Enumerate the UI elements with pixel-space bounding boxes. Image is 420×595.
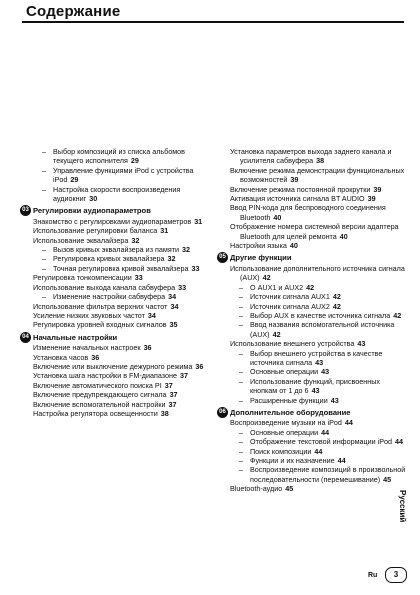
section-number-badge: 03 (20, 205, 31, 216)
toc-entry[interactable]: – Расширенные функции 43 (239, 395, 339, 405)
section-heading-05: 05 Другие функции (230, 253, 406, 262)
toc-entry[interactable]: Воспроизведение музыки на iPod 44 (230, 418, 353, 428)
header-rule (22, 21, 404, 23)
toc-entry[interactable]: – Управление функциями iPod с устройства iPod 29 (42, 165, 194, 185)
toc-entry[interactable]: – Выбор композиций из списка альбомов текущего исполнителя 29 (42, 147, 186, 166)
toc-entry[interactable]: Включение режима постоянной прокрутки 39 (230, 184, 382, 194)
footer-language-code: Ru (368, 572, 378, 579)
toc-entry[interactable]: Включение вспомогательной настройки 37 (33, 399, 177, 409)
toc-entry[interactable]: Использование дополнительного источника сигнала (AUX) 42 (230, 263, 405, 283)
toc-entry[interactable]: – Ввод названия вспомогательной источника (AUX) 42 (239, 320, 395, 339)
toc-entry[interactable]: Установка шага настройки в FM-диапазоне 37 (33, 371, 188, 381)
toc-entry[interactable]: Использование внешнего устройства 43 (230, 339, 366, 349)
toc-entry[interactable]: Активация источника сигнала BT AUDIO 39 (230, 194, 376, 204)
toc-entry[interactable]: – Отображение текстовой информации iPod 44 (239, 437, 404, 447)
toc-entry[interactable]: – Регулировка кривых эквалайзера 32 (42, 254, 176, 264)
toc-entry[interactable]: Настройки языка 40 (230, 241, 298, 251)
toc-entry[interactable]: – Выбор внешнего устройства в качестве источника сигнала 43 (239, 348, 383, 367)
toc-entry[interactable]: – Вызов кривых эквалайзера из памяти 32 (42, 245, 191, 255)
section-heading-03: 03 Регулировки аудиопараметров (33, 206, 209, 215)
toc-entry[interactable]: Регулировка тонкомпенсации 33 (33, 273, 143, 283)
toc-entry[interactable]: Изменение начальных настроек 36 (33, 343, 152, 353)
toc-entry[interactable]: Включение автоматического поиска PI 37 (33, 380, 173, 390)
language-side-tab: Русский (398, 490, 407, 523)
toc-entry[interactable]: – Изменение настройки сабвуфера 34 (42, 292, 177, 302)
toc-entry[interactable]: Регулировка уровней входных сигналов 35 (33, 320, 178, 330)
toc-entry[interactable]: Установка параметров выхода заднего канала и усилителя сабвуфера 38 (230, 147, 392, 166)
toc-entry[interactable]: Установка часов 36 (33, 352, 100, 362)
toc-entry[interactable]: – О AUX1 и AUX2 42 (239, 282, 315, 292)
toc-entry[interactable]: Использование регулировки баланса 31 (33, 226, 169, 236)
toc-entry[interactable]: Использование эквалайзера 32 (33, 235, 140, 245)
section-number-badge: 04 (20, 332, 31, 343)
section-number-badge: 06 (217, 407, 228, 418)
toc-entry[interactable]: Включение режима демонстрации функциональных возможностей 39 (230, 165, 405, 185)
toc-entry[interactable]: Отображение номера системной версии адаптера Bluetooth для целей ремонта 40 (230, 222, 399, 241)
toc-entry[interactable]: – Воспроизведение композиций в произвольной последовательности (перемешивание) 45 (239, 465, 406, 484)
toc-entry[interactable]: Усиление низких звуковых частот 34 (33, 310, 156, 320)
toc-entry[interactable]: – Источник сигнала AUX1 42 (239, 292, 341, 302)
toc-entry[interactable]: – Основные операции 44 (239, 427, 330, 437)
toc-entry[interactable]: Знакомство с регулировками аудиопараметров 31 (33, 216, 203, 226)
section-number-badge: 05 (217, 252, 228, 263)
toc-entry[interactable]: Использование фильтра верхних частот 34 (33, 301, 179, 311)
toc-entry[interactable]: – Функции и их назначение 44 (239, 456, 346, 465)
toc-entry[interactable]: Включение или выключение дежурного режима 36 (33, 361, 204, 371)
section-heading-06: 06 Дополнительное оборудование (230, 408, 406, 417)
toc-left-column (22, 147, 209, 418)
toc-entry[interactable]: – Использование функций, присвоенных кнопкам от 1 до 6 43 (239, 376, 380, 396)
toc-entry[interactable]: Настройка регулятора освещенности 38 (33, 408, 169, 418)
toc-right-column (219, 147, 406, 494)
toc-entry[interactable]: Bluetooth-аудио 45 (230, 484, 294, 494)
toc-entry[interactable]: – Поиск композиции 44 (239, 446, 323, 456)
page-title: Содержание (26, 3, 121, 20)
toc-entry[interactable]: Ввод PIN-кода для беспроводного соединения Bluetooth 40 (230, 203, 386, 222)
page-number: 3 (385, 567, 407, 583)
page-header (0, 0, 420, 27)
toc-entry[interactable]: Использование выхода канала сабвуфера 33 (33, 282, 187, 292)
toc-entry[interactable]: – Настройка скорости воспроизведения аудиокниг 30 (42, 184, 181, 204)
toc-entry[interactable]: – Точная регулировка кривой эквалайзера 33 (42, 263, 200, 273)
toc-entry[interactable]: – Источник сигнала AUX2 42 (239, 301, 341, 311)
toc-entry[interactable]: – Выбор AUX в качестве источника сигнала 42 (239, 310, 402, 320)
section-heading-04: 04 Начальные настройки (33, 333, 209, 342)
toc-entry[interactable]: – Основные операции 43 (239, 367, 330, 377)
toc-entry[interactable]: Включение предупреждающего сигнала 37 (33, 390, 178, 400)
